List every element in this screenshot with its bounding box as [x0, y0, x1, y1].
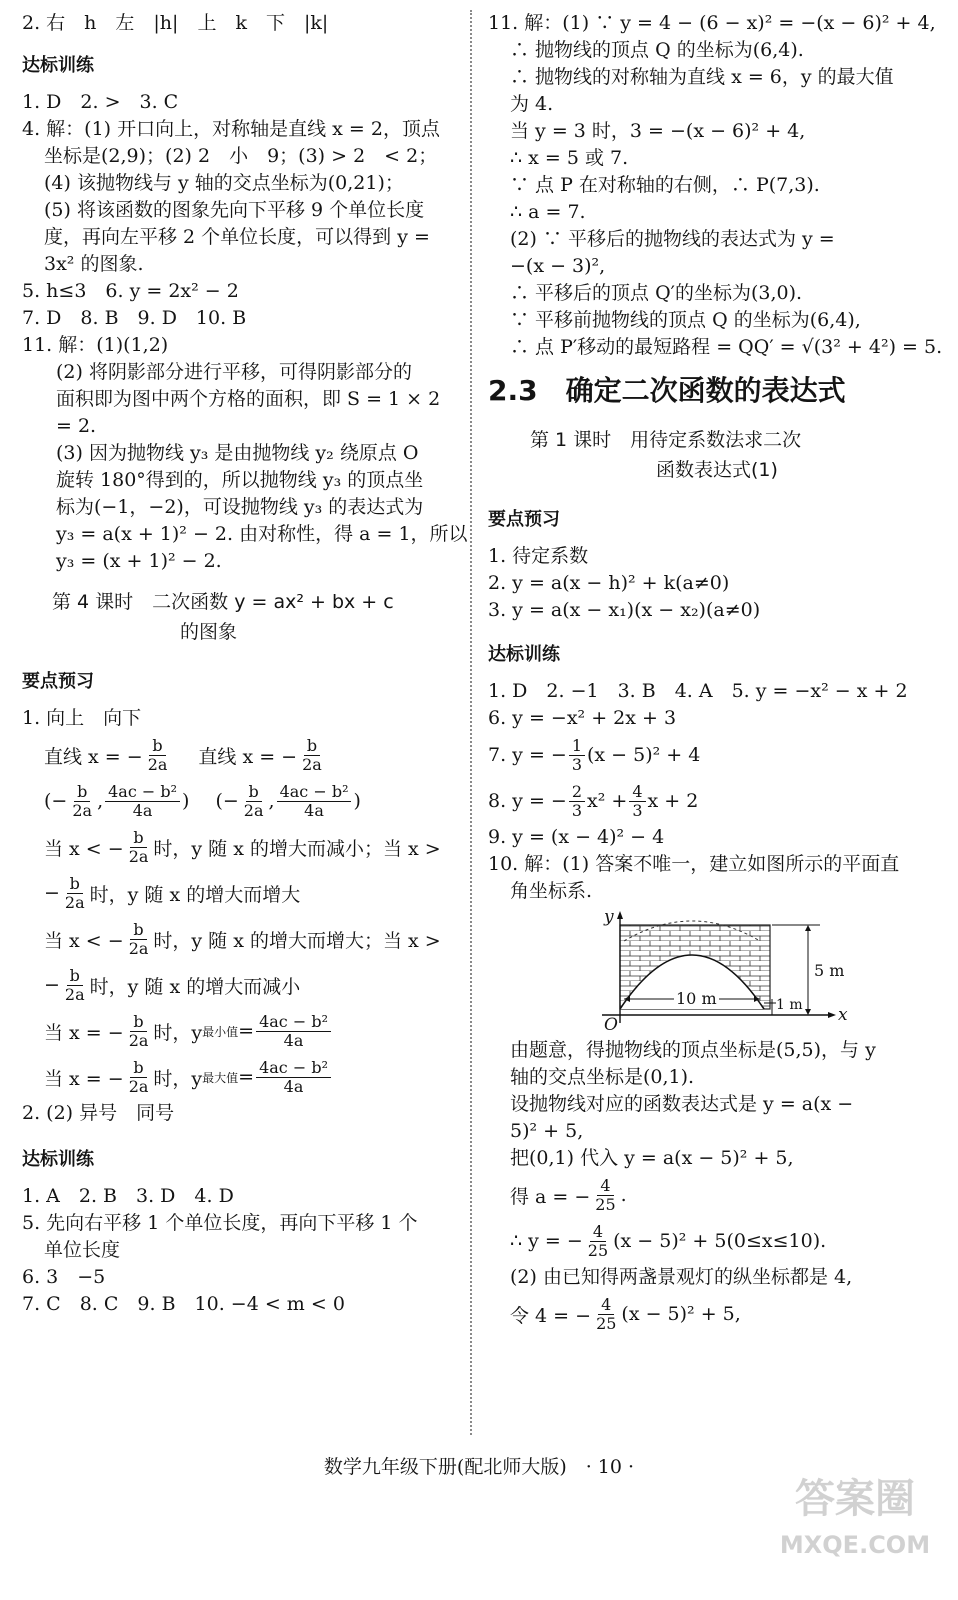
formula-text: 直线 x = − [198, 745, 298, 768]
origin-label: O [604, 1015, 618, 1035]
answer-line: 9. y = (x − 4)² − 4 [488, 826, 665, 848]
answer-line: 7. D 8. B 9. D 10. B [22, 307, 247, 329]
answer-line: 2. 右 h 左 |h| 上 k 下 |k| [22, 12, 329, 34]
answer-line: 5)² + 5, [510, 1120, 584, 1142]
fraction: $\frac{\text{4ac − b²}}{4a}$ [105, 783, 180, 820]
formula-line: 7. y = − $\frac{1}{3}$ (x − 5)² + 4 [488, 735, 701, 774]
formula-line: 当 x < − $\frac{b}{2a}$ 时，y 随 x 的增大而增大；当 x > [44, 919, 441, 958]
fraction: $\frac{b}{2a}$ [128, 1057, 149, 1096]
lesson-title-line: 的图象 [180, 621, 238, 643]
answer-line: 4. 解：(1) 开口向上，对称轴是直线 x = 2，顶点 [22, 118, 440, 140]
answer-line: 由题意，得抛物线的顶点坐标是(5,5)，与 y [510, 1039, 876, 1061]
x-axis-label: x [838, 1005, 848, 1025]
answer-line: ∴ x = 5 或 7. [510, 147, 629, 169]
answer-line: 11. 解：(1)(1,2) [22, 334, 169, 356]
height-label: 5 m [814, 961, 845, 980]
answer-line: 2. y = a(x − h)² + k(a≠0) [488, 572, 730, 594]
fraction: $\frac{b}{2a}$ [72, 781, 93, 820]
answer-line: ∵ 平移前抛物线的顶点 Q 的坐标为(6,4), [510, 309, 861, 331]
watermark-bottom: MXQE.COM [779, 1531, 931, 1559]
answer-line: 为 4. [510, 93, 554, 115]
fraction: $\frac{\text{4ac − b²}}{4a}$ [277, 783, 352, 820]
answer-line: ∴ 平移后的顶点 Q′的坐标为(3,0). [510, 282, 803, 304]
answer-line: ∵ 点 P 在对称轴的右侧，∴ P(7,3). [510, 174, 820, 196]
answer-line: 1. 向上 向下 [22, 707, 142, 729]
section-heading-drill: 达标训练 [22, 55, 94, 76]
fraction: $\frac{b}{2a}$ [302, 735, 322, 774]
width-label: 10 m [676, 989, 717, 1008]
page-footer: 数学九年级下册(配北师大版) · 10 · [323, 1456, 635, 1478]
formula-text: 直线 x = − [44, 745, 143, 768]
fraction: $\frac{b}{2a}$ [243, 781, 264, 820]
lesson-title-line: 函数表达式(1) [656, 459, 778, 481]
formula-line: − $\frac{b}{2a}$ 时，y 随 x 的增大而减小 [44, 965, 301, 1004]
answer-line: 5. 先向右平移 1 个单位长度，再向下平移 1 个 [22, 1212, 418, 1234]
section-heading-preview: 要点预习 [488, 509, 560, 530]
formula-line: (− $\frac{b}{2a}$ , $\frac{\text{4ac − b²}}{4a}$ ) (− $\frac{b}{2a}$ , $\frac{\text{4ac − b²}}{4a}$ ) [44, 781, 361, 820]
watermark-top: 答案圈 [795, 1476, 915, 1522]
formula-line: 8. y = − $\frac{2}{3}$ x² + $\frac{4}{3}$ x + 2 [488, 781, 699, 820]
answer-line: ∴ 抛物线的顶点 Q 的坐标为(6,4). [510, 39, 804, 61]
right-column [488, 10, 943, 1337]
answer-line: 1. D 2. > 3. C [22, 91, 179, 113]
fraction: $\frac{b}{2a}$ [147, 735, 168, 774]
answer-line: 3. y = a(x − x₁)(x − x₂)(a≠0) [488, 599, 761, 621]
answer-line: 当 y = 3 时，3 = −(x − 6)² + 4, [510, 120, 806, 142]
fraction: $\frac{\text{4ac − b²}}{4a}$ [256, 1013, 331, 1050]
y-axis-arrow [617, 911, 623, 919]
section-heading-drill: 达标训练 [488, 644, 560, 665]
formula-line: ∴ y = − $\frac{4}{25}$ (x − 5)² + 5(0≤x≤10). [510, 1221, 827, 1260]
answer-line: 坐标是(2,9)；(2) 2 小 9；(3) > 2 < 2； [44, 145, 438, 167]
answer-line: 11. 解：(1) ∵ y = 4 − (6 − x)² = −(x − 6)² + 4, [488, 12, 936, 34]
fraction: $\frac{4}{3}$ [629, 783, 645, 820]
formula-line: 令 4 = − $\frac{4}{25}$ (x − 5)² + 5, [510, 1294, 741, 1333]
fraction: $\frac{1}{3}$ [569, 737, 585, 774]
answer-line: (4) 该抛物线与 y 轴的交点坐标为(0,21)； [44, 172, 404, 194]
answer-line: 1. D 2. −1 3. B 4. A 5. y = −x² − x + 2 [488, 680, 908, 702]
answer-line: 7. C 8. C 9. B 10. −4 < m < 0 [22, 1293, 345, 1315]
x-axis-arrow [828, 1012, 836, 1018]
offset-label: 1 m [776, 997, 803, 1013]
answer-line: 1. 待定系数 [488, 545, 589, 567]
answer-line: (2) ∵ 平移后的抛物线的表达式为 y = [510, 228, 835, 250]
left-column [22, 10, 468, 1318]
section-heading-preview: 要点预习 [22, 671, 94, 692]
answer-line: ∴ a = 7. [510, 201, 586, 223]
answer-line: 旋转 180°得到的，所以抛物线 y₃ 的顶点坐 [56, 469, 424, 491]
answer-line: 标为(−1，−2)，可设抛物线 y₃ 的表达式为 [56, 496, 424, 518]
fraction: $\frac{b}{2a}$ [128, 827, 149, 866]
answer-line: 6. 3 −5 [22, 1266, 106, 1288]
section-title: 2.3 确定二次函数的表达式 [488, 374, 846, 407]
lesson-title [22, 587, 462, 647]
answer-line: (5) 将该函数的图象先向下平移 9 个单位长度 [44, 199, 425, 221]
fraction: $\frac{b}{2a}$ [64, 965, 85, 1004]
section-heading-drill: 达标训练 [22, 1149, 94, 1170]
answer-line: (2) 将阴影部分进行平移，可得阴影部分的 [56, 361, 412, 383]
y-axis-label: y [604, 907, 614, 927]
answer-line: 1. A 2. B 3. D 4. D [22, 1185, 234, 1207]
answer-line: ∴ 抛物线的对称轴为直线 x = 6，y 的最大值 [510, 66, 894, 88]
answer-line: −(x − 3)², [510, 255, 606, 277]
answer-line: 5. h≤3 6. y = 2x² − 2 [22, 280, 239, 302]
formula-line: 当 x = − $\frac{b}{2a}$ 时，y 最大值 = $\frac{\text{4ac − b²}}{4a}$ [22, 1054, 462, 1100]
column-divider [470, 10, 472, 1435]
answer-line: = 2. [56, 415, 97, 437]
fraction: $\frac{\text{4ac − b²}}{4a}$ [256, 1059, 331, 1096]
fraction: $\frac{2}{3}$ [569, 783, 585, 820]
answer-line: (3) 因为抛物线 y₃ 是由抛物线 y₂ 绕原点 O [56, 442, 419, 464]
watermark-logo [760, 1470, 950, 1590]
answer-line: 把(0,1) 代入 y = a(x − 5)² + 5, [510, 1147, 794, 1169]
bridge-arch-figure [600, 907, 860, 1035]
fraction: $\frac{b}{2a}$ [128, 1011, 149, 1050]
formula-line: 当 x < − $\frac{b}{2a}$ 时，y 随 x 的增大而减小；当 x > [44, 827, 441, 866]
answer-line: 设抛物线对应的函数表达式是 y = a(x − [510, 1093, 854, 1115]
fraction: $\frac{4}{25}$ [595, 1175, 616, 1214]
lesson-title-line: 第 4 课时 二次函数 y = ax² + bx + c [52, 591, 394, 613]
answer-line: (2) 由已知得两盏景观灯的纵坐标都是 4, [510, 1266, 853, 1288]
answer-line: y₃ = (x + 1)² − 2. [56, 550, 222, 572]
formula-line: − $\frac{b}{2a}$ 时，y 随 x 的增大而增大 [44, 873, 301, 912]
answer-line: 6. y = −x² + 2x + 3 [488, 707, 677, 729]
answer-line: 10. 解：(1) 答案不唯一，建立如图所示的平面直 [488, 853, 900, 875]
formula-line: 当 x = − $\frac{b}{2a}$ 时，y 最小值 = $\frac{\text{4ac − b²}}{4a}$ [22, 1008, 462, 1054]
answer-line: 轴的交点坐标是(0,1). [510, 1066, 695, 1088]
lesson-title-line: 第 1 课时 用待定系数法求二次 [530, 429, 802, 451]
fraction: $\frac{4}{25}$ [596, 1294, 617, 1333]
answer-line: 单位长度 [44, 1239, 121, 1261]
answer-line: y₃ = a(x + 1)² − 2. 由对称性，得 a = 1，所以 [56, 523, 468, 545]
answer-line: 3x² 的图象. [44, 253, 144, 275]
formula-line [22, 732, 462, 778]
answer-line: 度，再向左平移 2 个单位长度，可以得到 y = [44, 226, 430, 248]
answer-line: 面积即为图中两个方格的面积，即 S = 1 × 2 [56, 388, 441, 410]
fraction: $\frac{b}{2a}$ [64, 873, 85, 912]
answer-line: 角坐标系. [510, 880, 593, 902]
answer-line: 2. (2) 异号 同号 [22, 1102, 175, 1124]
formula-line: 得 a = − $\frac{4}{25}$ . [510, 1175, 627, 1214]
fraction: $\frac{4}{25}$ [587, 1221, 609, 1260]
answer-line: ∴ 点 P′移动的最短路程 = QQ′ = √(3² + 4²) = 5. [510, 336, 943, 358]
fraction: $\frac{b}{2a}$ [128, 919, 149, 958]
